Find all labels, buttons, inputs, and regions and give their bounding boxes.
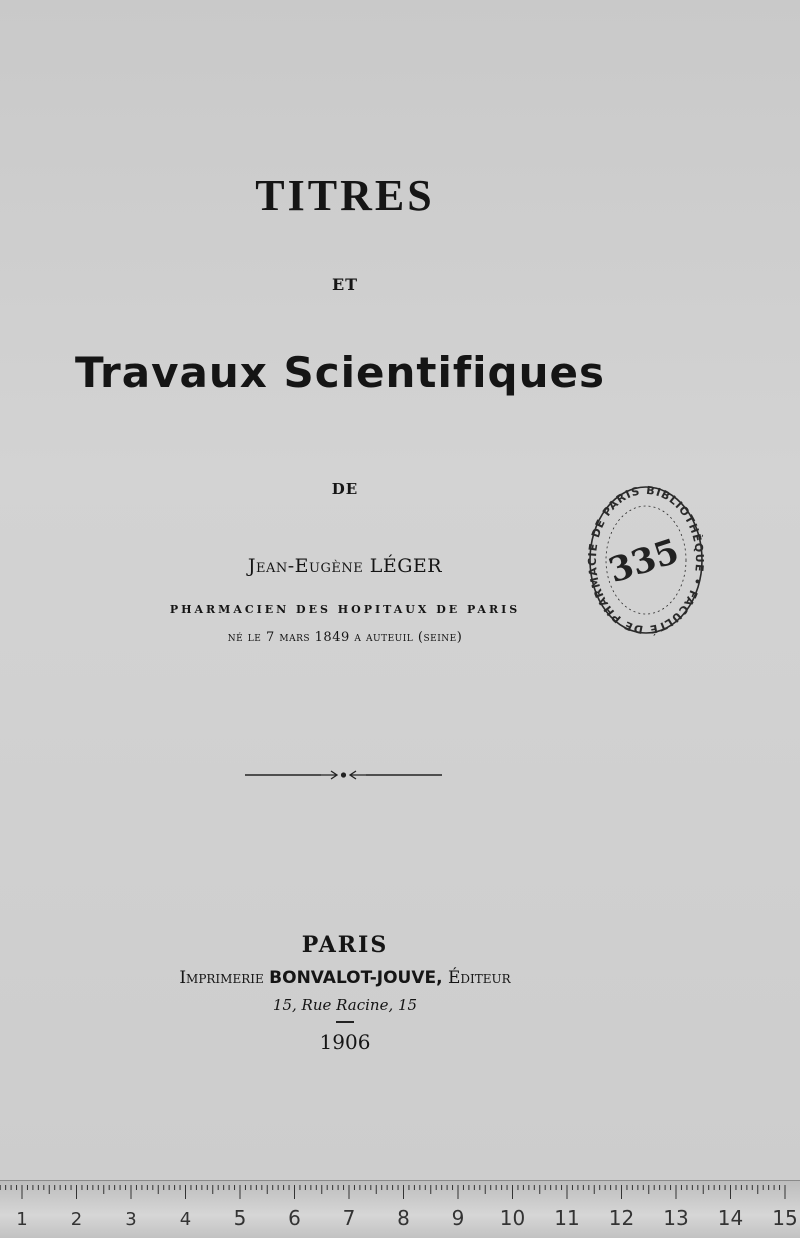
- printer-line: [0, 968, 690, 988]
- author-role: PHARMACIEN DES HOPITAUX DE PARIS: [169, 603, 521, 616]
- publication-year: 1906: [319, 1030, 371, 1054]
- stamp-text: BIBLIOTHÈQUE • FACULTÉ DE PHARMACIE DE PARIS: [585, 483, 707, 637]
- ruler-label: 11: [554, 1206, 580, 1230]
- ruler-label: 14: [717, 1206, 744, 1230]
- printer-suffix: Éditeur: [442, 968, 511, 988]
- ruler-label: 8: [397, 1206, 410, 1230]
- ornament-divider: [245, 768, 442, 782]
- printer-address: 15, Rue Racine, 15: [272, 996, 418, 1014]
- printer-name: BONVALOT-JOUVE,: [269, 968, 443, 988]
- ruler-label: 10: [499, 1206, 526, 1230]
- printer-prefix: Imprimerie: [179, 968, 270, 988]
- measuring-ruler: [0, 1180, 800, 1238]
- author-name: Jean-Eugène LÉGER: [247, 555, 443, 577]
- ruler-label: 12: [608, 1206, 635, 1230]
- short-rule: [336, 1021, 354, 1023]
- stamp-number: 335: [603, 531, 684, 592]
- publication-city: PARIS: [301, 932, 389, 958]
- ruler-label: 4: [179, 1209, 192, 1230]
- subtitle: Travaux Scientifiques: [75, 348, 605, 397]
- title: TITRES: [255, 171, 435, 220]
- ruler-label: 5: [233, 1206, 247, 1230]
- library-stamp: [585, 480, 707, 640]
- conjunction-et: ET: [331, 275, 359, 294]
- ruler-scale: [0, 1181, 800, 1238]
- ruler-label: 13: [663, 1206, 689, 1230]
- ruler-label: 3: [125, 1209, 137, 1230]
- author-birth: né le 7 mars 1849 a auteuil (seine): [227, 630, 463, 645]
- ruler-label: 6: [288, 1206, 301, 1230]
- conjunction-de: DE: [331, 480, 359, 498]
- ruler-label: 7: [342, 1206, 356, 1230]
- ruler-label: 1: [16, 1209, 28, 1230]
- ruler-label: 9: [451, 1206, 465, 1230]
- ruler-label: 2: [70, 1209, 83, 1230]
- ruler-label: 15: [772, 1206, 798, 1230]
